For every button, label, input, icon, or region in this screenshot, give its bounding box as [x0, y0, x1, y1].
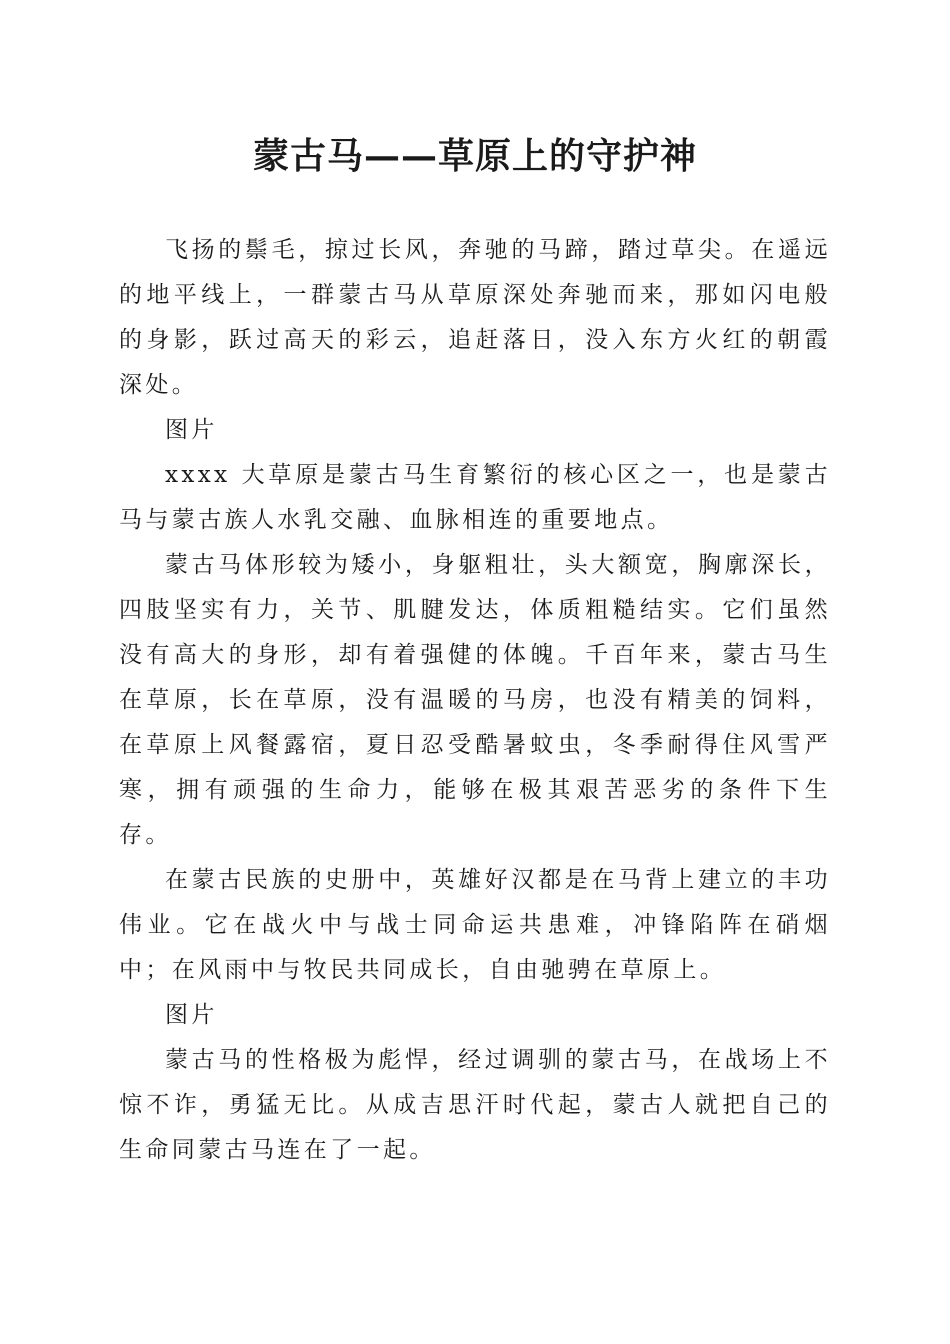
paragraph-character: 蒙古马的性格极为彪悍，经过调驯的蒙古马，在战场上不惊不诈，勇猛无比。从成吉思汗时代起，蒙古人就把自己的生命同蒙古马连在了一起。 — [119, 1047, 831, 1163]
document-body — [119, 228, 831, 1173]
paragraph-intro: 飞扬的鬃毛，掠过长风，奔驰的马蹄，踏过草尖。在遥远的地平线上，一群蒙古马从草原深处奔驰而来，那如闪电般的身影，跃过高天的彩云，追赶落日，没入东方火红的朝霞深处。 — [119, 237, 831, 398]
paragraph-grassland: xxxx 大草原是蒙古马生育繁衍的核心区之一，也是蒙古马与蒙古族人水乳交融、血脉相连的重要地点。 — [119, 462, 831, 533]
document-title: 蒙古马——草原上的守护神 — [252, 135, 697, 177]
image-placeholder: 图片 — [165, 1002, 218, 1028]
image-placeholder: 图片 — [165, 417, 218, 443]
paragraph-history: 在蒙古民族的史册中，英雄好汉都是在马背上建立的丰功伟业。它在战火中与战士同命运共患难，冲锋陷阵在硝烟中；在风雨中与牧民共同成长，自由驰骋在草原上。 — [119, 867, 831, 983]
paragraph-physique: 蒙古马体形较为矮小，身躯粗壮，头大额宽，胸廓深长，四肢坚实有力，关节、肌腱发达，体质粗糙结实。它们虽然没有高大的身形，却有着强健的体魄。千百年来，蒙古马生在草原，长在草原，没有温暖的马房，也没有精美的饲料，在草原上风餐露宿，夏日忍受酷暑蚊虫，冬季耐得住风雪严寒，拥有顽强的生命力，能够在极其艰苦恶劣的条件下生存。 — [119, 552, 831, 848]
